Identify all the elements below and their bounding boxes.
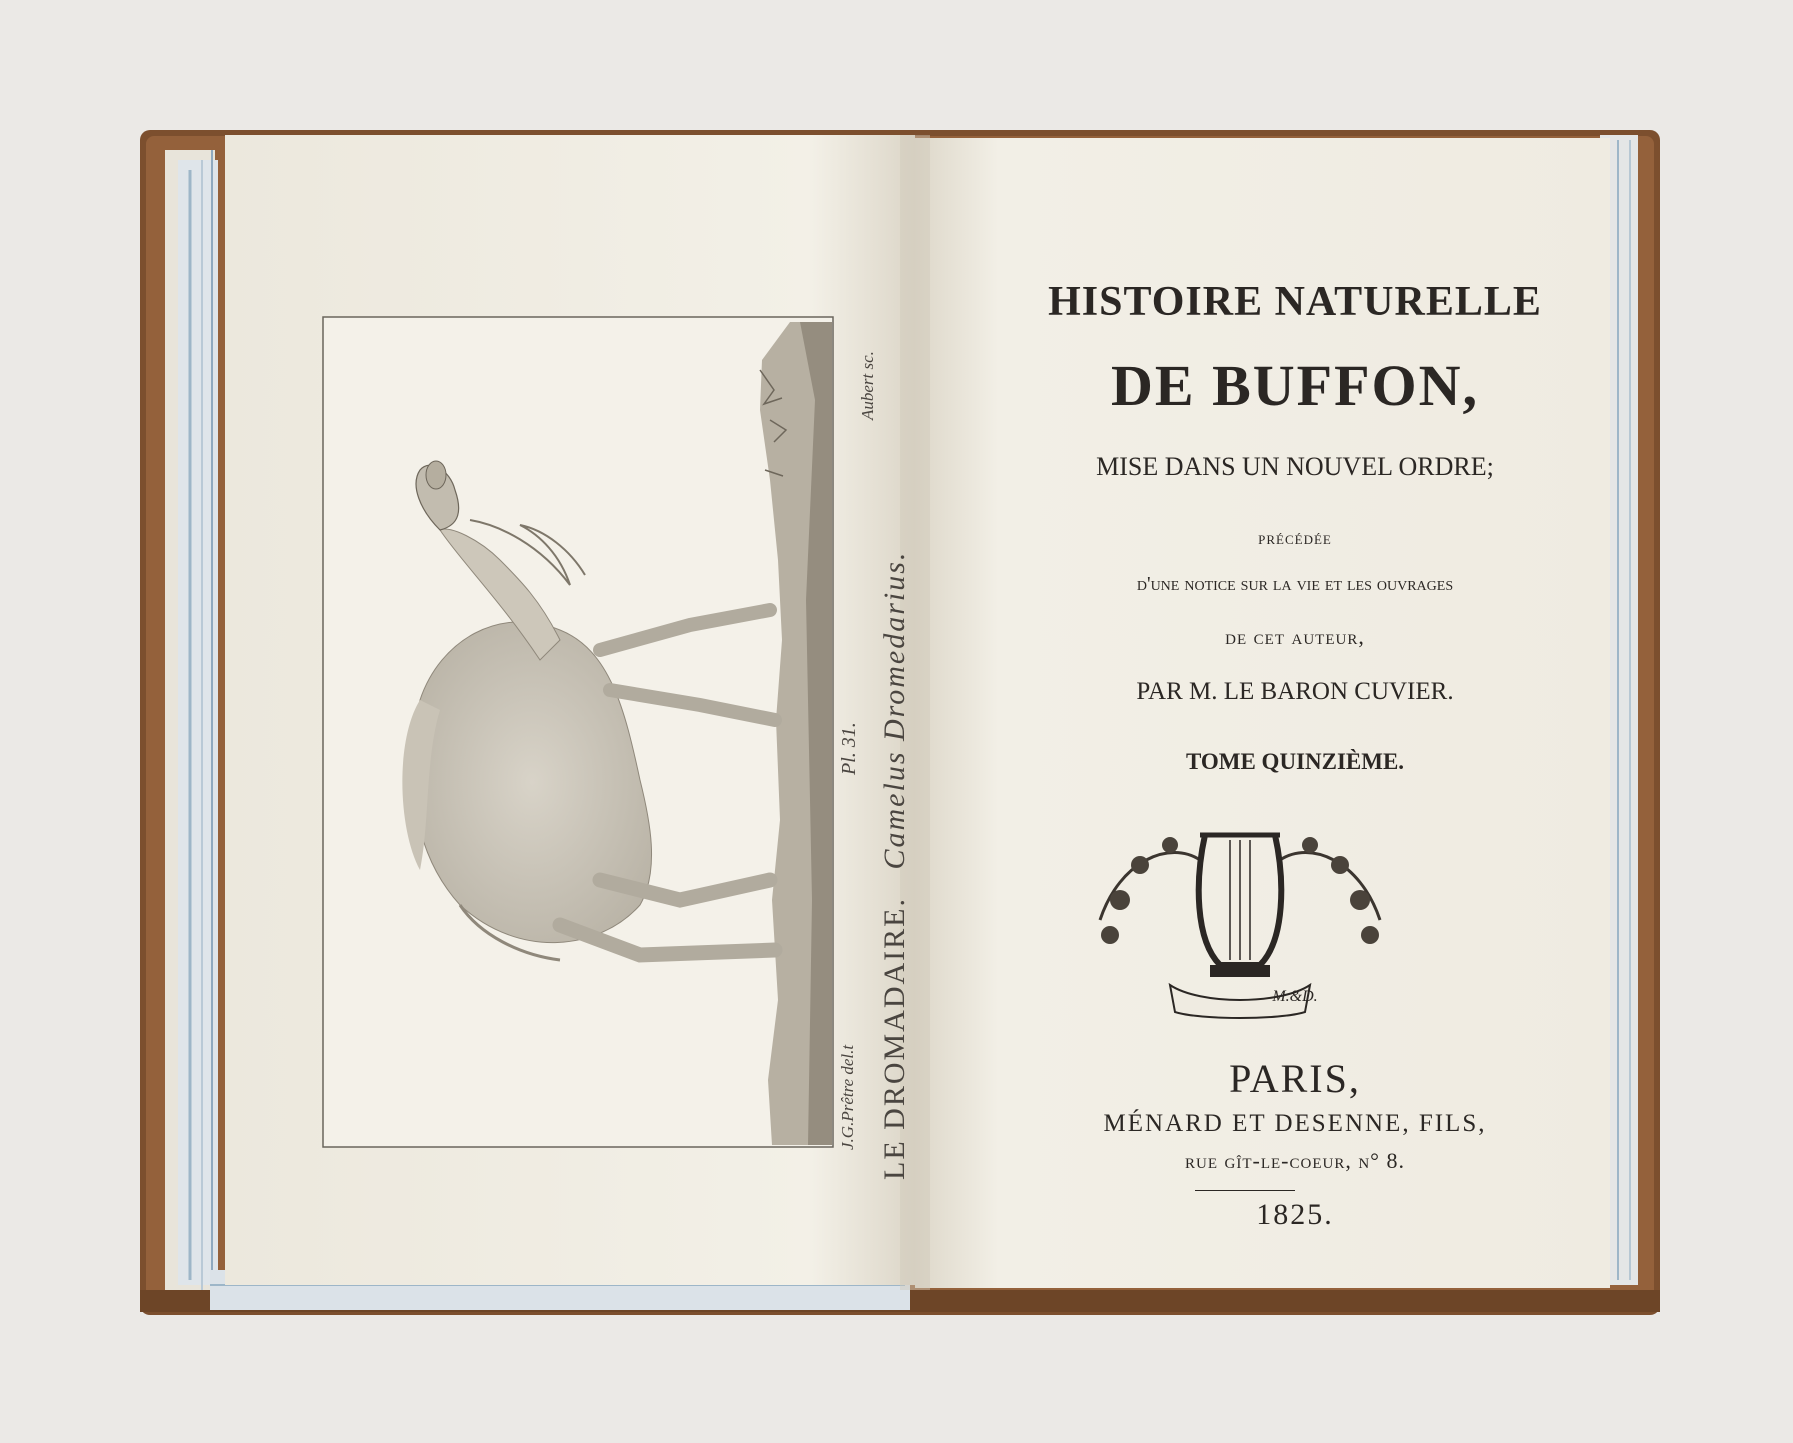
plate-title [878, 551, 912, 1180]
plate-number: Pl. 31. [838, 722, 860, 775]
preceded-line: précédée [1258, 528, 1332, 548]
plate-latin-name: Camelus Dromedarius. [878, 550, 911, 870]
plate-title-name: LE DROMADAIRE. [878, 897, 911, 1180]
year-line: 1825. [1256, 1198, 1334, 1231]
title-line1: HISTOIRE NATURELLE [1048, 279, 1542, 325]
author-ref-line: de cet auteur, [1225, 624, 1365, 649]
notice-line: d'une notice sur la vie et les ouvrages [1136, 573, 1454, 595]
title-line2: DE BUFFON, [1111, 353, 1479, 418]
vignette-monogram: M.&D. [1272, 988, 1318, 1005]
plate-draughtsman: J.G.Prêtre del.t [838, 1044, 857, 1150]
plate-engraver: Aubert sc. [858, 351, 877, 420]
publisher-line: MÉNARD ET DESENNE, FILS, [1103, 1110, 1487, 1137]
address-line: rue gît-le-coeur, n° 8. [1185, 1148, 1405, 1173]
by-line: PAR M. LE BARON CUVIER. [1136, 678, 1454, 705]
volume-line: TOME QUINZIÈME. [1185, 749, 1405, 774]
year-rule [1195, 1190, 1295, 1191]
subtitle: MISE DANS UN NOUVEL ORDRE; [1096, 452, 1494, 481]
city-line: PARIS, [1229, 1056, 1361, 1101]
